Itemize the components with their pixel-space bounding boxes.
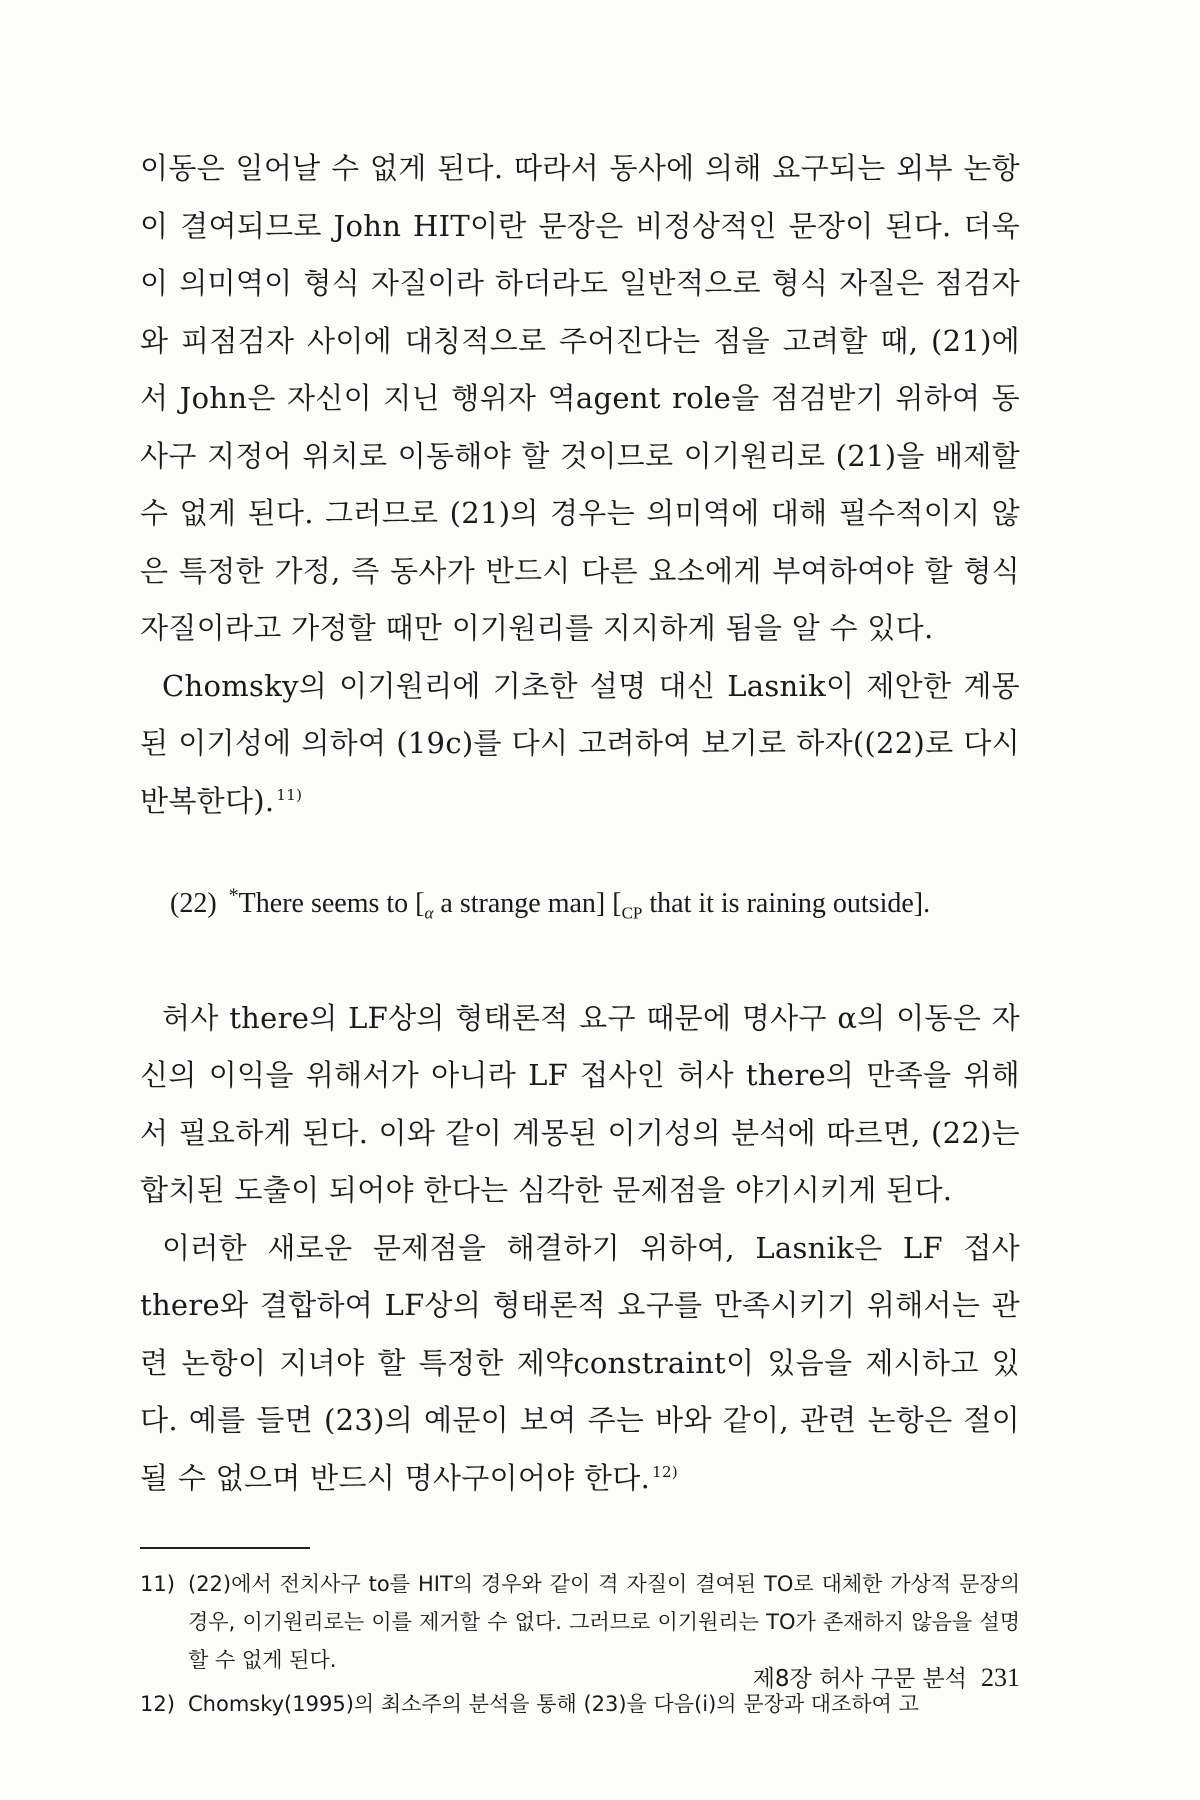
paragraph-2 [140,658,1020,831]
paragraph-1-text: 이동은 일어날 수 없게 된다. 따라서 동사에 의해 요구되는 외부 논항이 결여되므로 John HIT이란 문장은 비정상적인 문장이 된다. 더욱이 의미역이 형식 자질이라 하더라도 일반적으로 형식 자질은 점검자와 피점검자 사이에 대칭적으로 주어진다는 점을 고려할 때, (21)에서 John은 자신이 지닌 행위자 역agent role을 점검받기 위하여 동사구 지정어 위치로 이동해야 할 것이므로 이기원리로 (21)을 배제할 수 없게 된다. 그러므로 (21)의 경우는 의미역에 대해 필수적이지 않은 특정한 가정, 즉 동사가 반드시 다른 요소에게 부여하여야 할 형식 자질이라고 가정할 때만 이기원리를 지지하게 됨을 알 수 있다. [140,151,1020,645]
footnote-ref-12[interactable]: 12) [652,1462,678,1481]
paragraph-2-text: Chomsky의 이기원리에 기초한 설명 대신 Lasnik이 제안한 계몽된 이기성에 의하여 (19c)를 다시 고려하여 보기로 하자((22)로 다시 반복한다). [140,668,1020,818]
footnote-11-number: 11) [140,1572,175,1597]
footnote-11-text: (22)에서 전치사구 to를 HIT의 경우와 같이 격 자질이 결여된 TO로 대체한 가상적 문장의 경우, 이기원리로는 이를 제거할 수 없다. 그러므로 이기원리는 TO가 존재하지 않음을 설명할 수 없게 된다. [188,1572,1020,1673]
alpha-subscript: α [424,903,434,923]
footnote-12-number: 12) [140,1692,175,1717]
footnote-divider [140,1547,310,1549]
paragraph-1 [140,140,1020,658]
page-number: 231 [981,1663,1020,1692]
footnote-12-text: Chomsky(1995)의 최소주의 분석을 통해 (23)을 다음(i)의 문장과 대조하여 고 [188,1692,919,1717]
example-22 [170,884,1020,934]
paragraph-4-text: 이러한 새로운 문제점을 해결하기 위하여, Lasnik은 LF 접사 there와 결합하여 LF상의 형태론적 요구를 만족시키기 위해서는 관련 논항이 지녀야 할 특정한 제약constraint이 있음을 제시하고 있다. 예를 들면 (23)의 예문이 보여 주는 바와 같이, 관련 논항은 절이 될 수 없으며 반드시 명사구이어야 한다. [140,1230,1020,1495]
ungrammatical-star: * [228,884,239,907]
example-text-middle: a strange man] [ [433,888,622,919]
example-number: (22) [170,888,217,919]
paragraph-3 [140,990,1020,1220]
cp-subscript: CP [621,903,643,923]
running-header-chapter: 제8장 허사 구문 분석 [752,1666,967,1692]
example-text-after: that it is raining outside]. [642,888,931,919]
example-text-before: There seems to [ [238,888,425,919]
page-body [140,140,1020,1729]
paragraph-4 [140,1220,1020,1508]
paragraph-3-text: 허사 there의 LF상의 형태론적 요구 때문에 명사구 α의 이동은 자신의 이익을 위해서가 아니라 LF 접사인 허사 there의 만족을 위해서 필요하게 된다. 이와 같이 계몽된 이기성의 분석에 따르면, (22)는 합치된 도출이 되어야 한다는 심각한 문제점을 야기시키게 된다. [140,1000,1020,1208]
footnote-ref-11[interactable]: 11) [276,785,303,804]
page-footer [753,1660,1020,1693]
